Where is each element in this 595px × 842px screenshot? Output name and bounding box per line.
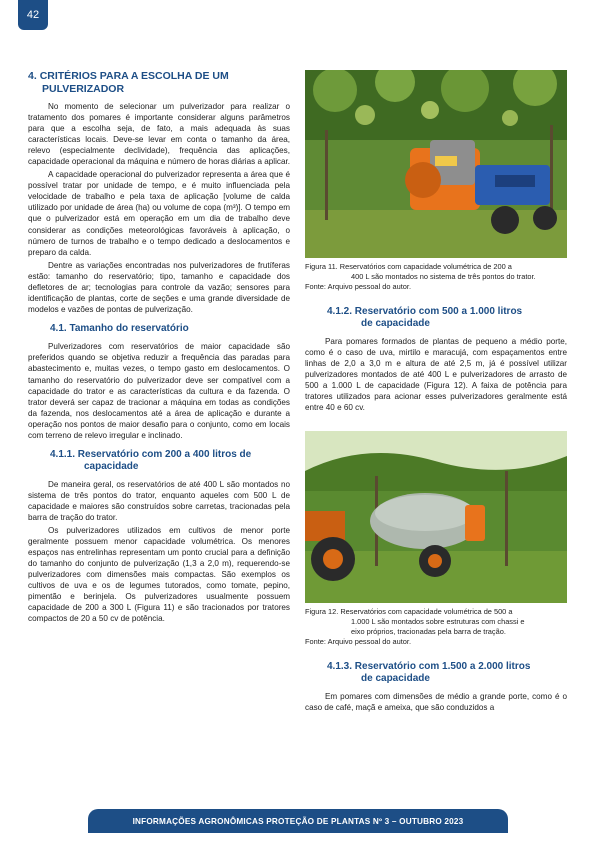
left-column xyxy=(28,70,290,626)
paragraph: Para pomares formados de plantas de pequeno a médio porte, como é o caso de uva, mirtilo e maracujá, com espaçamentos entre linhas de 2,0 a 3,0 m e altura de até 2,5 m, já é possível utilizar pulverizadores montados de até 400 L e pulverizadores de arrasto de 500 a 1.000 L de capacidade (Figura 12). A faixa de potência para tratores utilizados para acionar esses pulverizadores geralmente está entre 40 e 60 cv. xyxy=(305,337,567,413)
heading-line1: 4.1.3. Reservatório com 1.500 a 2.000 litros xyxy=(327,661,531,673)
caption-line: Figura 11. Reservatórios com capacidade volumétrica de 200 a xyxy=(305,262,512,271)
paragraph: No momento de selecionar um pulverizador para realizar o tratamento dos pomares é importante considerar alguns parâmetros para que a escolha seja, de fato, a mais adequada às suas características locais. Deve-se levar em conta o tamanho da área, relevo (especialmente declividade), frequência das aplicações, capacidade operacional da máquina e número de horas diárias a aplicar. xyxy=(28,102,290,167)
subsubsection-heading xyxy=(327,661,567,685)
figure-12-photo xyxy=(305,431,567,603)
subsubsection-heading xyxy=(327,306,567,330)
heading-line2: de capacidade xyxy=(361,673,430,685)
paragraph: Os pulverizadores utilizados em cultivos de menor porte geralmente possuem menor capacidade volumétrica. Os menores espaços nas entrelinhas representam um ponto crucial para a definição do tamanho do conjunto de pulverização (1,3 a 2,0 m), requerendo-se pulverizadores com dimensões mais compactas. São exemplos os cultivos de uva e os de legumes tutorados, como tomate, pepino, pimentão e berinjela. Os pulverizadores usualmente possuem capacidade de 200 a 300 L (Figura 11) e são tracionados por tratores compactos de 20 a 50 cv de potência. xyxy=(28,526,290,624)
subsection-heading: 4.1. Tamanho do reservatório xyxy=(50,322,189,334)
caption-line: 1.000 L são montados sobre estruturas com chassi e xyxy=(351,617,525,627)
caption-line: eixo próprios, tracionadas pela barra de tração. xyxy=(351,627,506,637)
figure-12-caption xyxy=(305,607,567,647)
paragraph: Dentre as variações encontradas nos pulverizadores de frutíferas estão: tamanho do reservatório; tipo, tamanho e capacidade dos defletores de ar; tecnologias para controle da vazão; sensores para identificação de plantas, corte de seções e uma grande diversidade de modelos e vazões de pontas de pulverização. xyxy=(28,260,290,314)
caption-line: 400 L são montados no sistema de três pontos do trator. xyxy=(351,272,536,281)
figure-source: Fonte: Arquivo pessoal do autor. xyxy=(305,637,412,647)
paragraph: A capacidade operacional do pulverizador representa a área que é possível tratar por unidade de tempo, e é muito influenciada pela velocidade de trabalho e pela taxa de aplicação [volume de calda utilizado por unidade de área (ha) ou volume de copa (m³)]. O tempo em que o pulverizador está em operação em um dia de trabalho deve considerar as condições meteorológicas favoráveis à aplicação, o número de turnos de trabalho e o tempo dedicado a deslocamentos e preparo da calda. xyxy=(28,170,290,257)
heading-line2: capacidade xyxy=(84,460,139,472)
figure-11-caption xyxy=(305,262,567,292)
figure-11-photo xyxy=(305,70,567,258)
section-title-line2: PULVERIZADOR xyxy=(42,82,125,95)
sprayer-3-point-image xyxy=(305,70,567,258)
paragraph: Em pomares com dimensões de médio a grande porte, como é o caso de café, maçã e ameixa, que são conduzidos a xyxy=(305,692,567,713)
trailed-sprayer-image xyxy=(305,431,567,603)
heading-line1: 4.1.2. Reservatório com 500 a 1.000 litros xyxy=(327,306,523,317)
footer-text: INFORMAÇÕES AGRONÔMICAS PROTEÇÃO DE PLANTAS Nº 3 – OUTUBRO 2023 xyxy=(132,816,464,826)
section-heading xyxy=(28,70,290,95)
section-title-line1: CRITÉRIOS PARA A ESCOLHA DE UM xyxy=(39,70,229,82)
subsubsection-heading xyxy=(50,449,290,473)
figure-source: Fonte: Arquivo pessoal do autor. xyxy=(305,282,412,291)
footer-banner xyxy=(88,809,508,833)
section-number: 4. xyxy=(28,70,37,82)
paragraph: Pulverizadores com reservatórios de maior capacidade são preferidos quando se objetiva reduzir a frequência das paradas para abastecimento e, muitas vezes, o tempo gasto em deslocamentos. O tamanho do reservatório do pulverizador deve ser compatível com a capacidade do trator e as características da cultura e da fazenda. O trator deverá ser capaz de tracionar a máquina em todas as condições da fazenda, nos deslocamentos até a área de aplicação e durante a operação nos pontos de maior desafio para o conjunto, como em locais com terreno de relevo irregular e inclinado. xyxy=(28,342,290,440)
heading-line1: 4.1.1. Reservatório com 200 a 400 litros de xyxy=(50,448,252,460)
caption-line: Figura 12. Reservatórios com capacidade volumétrica de 500 a xyxy=(305,607,513,617)
heading-line2: de capacidade xyxy=(361,318,430,329)
right-column xyxy=(305,70,567,715)
paragraph: De maneira geral, os reservatórios de até 400 L são montados no sistema de três pontos do trator, enquanto aqueles com 500 L de capacidade e maiores são construídos sobre carretas, tracionadas pela barra de tração do trator. xyxy=(28,479,290,522)
page-number: 42 xyxy=(26,9,40,21)
page-number-tab xyxy=(18,0,48,30)
